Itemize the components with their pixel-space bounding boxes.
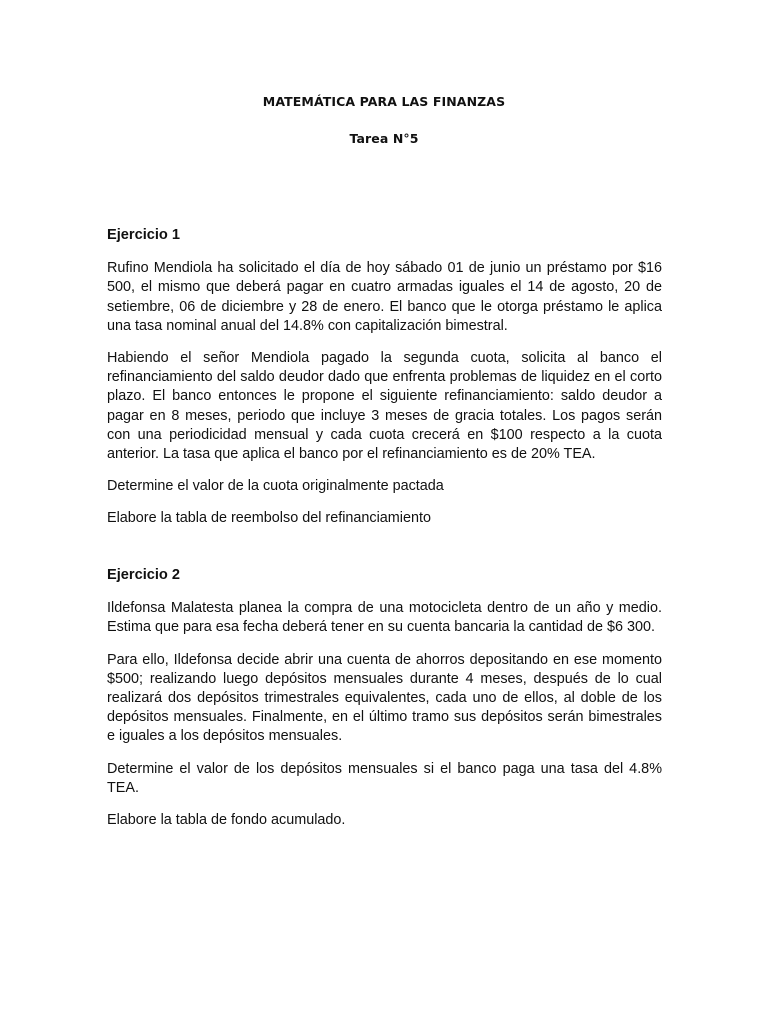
exercise-2-question-2: Elabore la tabla de fondo acumulado. [107,812,346,829]
exercise-2-heading: Ejercicio 2 [107,567,181,583]
exercise-2-paragraph-2: Para ello, Ildefonsa decide abrir una cuenta de ahorros depositando en ese momento $500; realizando luego depósitos mensuales durante 4 meses, después de lo cual realizará dos depósitos trimestrales equivalentes, cada uno de ellos, al doble de los depósitos mensuales. Finalmente, en el último tramo sus depósitos serán bimestrales e iguales a los depósitos mensuales. [107,651,662,745]
document-title: MATEMÁTICA PARA LAS FINANZAS [262,94,506,109]
exercise-2-question-1: Determine el valor de los depósitos mensuales si el banco paga una tasa del 4.8% TEA. [107,760,662,796]
exercise-2-paragraph-1: Ildefonsa Malatesta planea la compra de una motocicleta dentro de un año y medio. Estima que para esa fecha deberá tener en su cuenta bancaria la cantidad de $6 300. [107,600,662,636]
exercise-1-paragraph-2: Habiendo el señor Mendiola pagado la segunda cuota, solicita al banco el refinanciamiento del saldo deudor dado que enfrenta problemas de liquidez en el corto plazo. El banco entonces le propone el siguiente refinanciamiento: saldo deudor a pagar en 8 meses, periodo que incluye 3 meses de gracia totales. Los pagos serán con una periodicidad mensual y cada cuota crecerá en $100 respecto a la cuota anterior. La tasa que aplica el banco por el refinanciamiento es de 20% TEA. [107,350,662,463]
exercise-1-heading: Ejercicio 1 [107,227,181,243]
exercise-2-section [107,566,662,830]
document-subtitle: Tarea N°5 [349,131,419,146]
exercise-1-question-1: Determine el valor de la cuota originalmente pactada [107,478,444,495]
exercise-1-question-2: Elabore la tabla de reembolso del refinanciamiento [107,510,431,527]
exercise-1-section [107,226,662,529]
exercise-1-paragraph-1: Rufino Mendiola ha solicitado el día de hoy sábado 01 de junio un préstamo por $16 500, el mismo que deberá pagar en cuatro armadas iguales el 14 de agosto, 20 de setiembre, 06 de diciembre y 28 de enero. El banco que le otorga préstamo le aplica una tasa nominal anual del 14.8% con capitalización bimestral. [107,260,662,334]
